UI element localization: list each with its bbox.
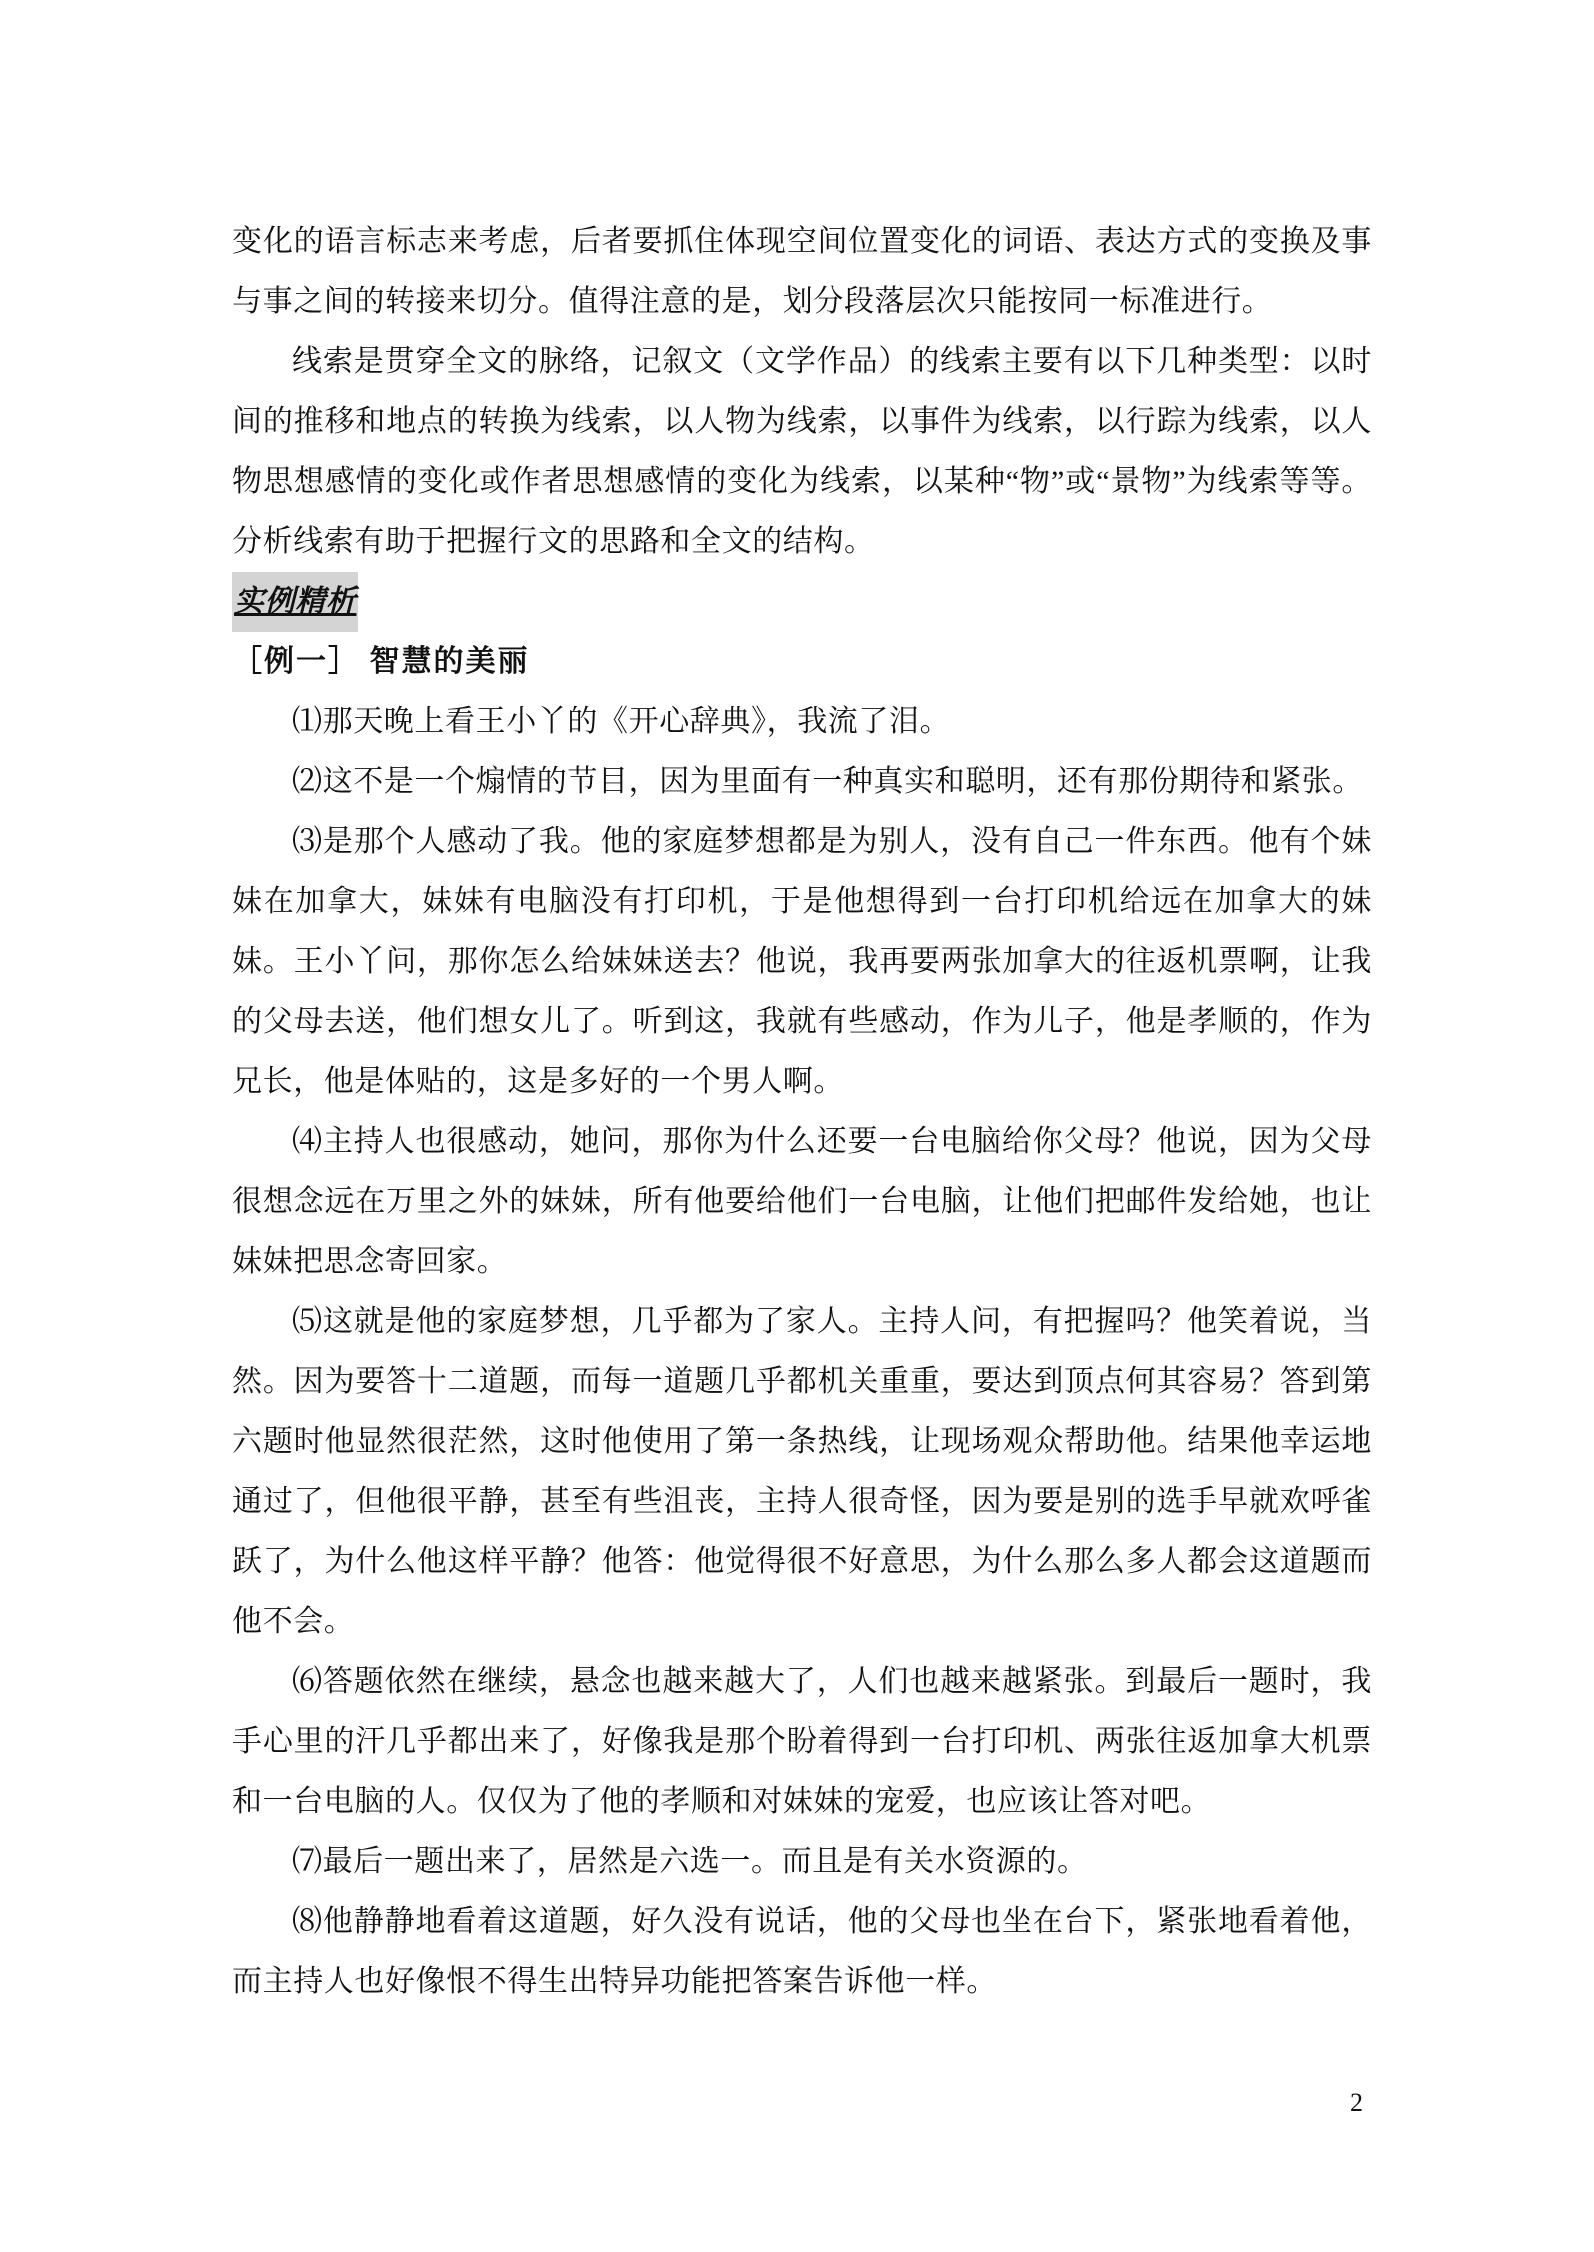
example-paragraph-1: ⑴那天晚上看王小丫的《开心辞典》，我流了泪。: [292, 705, 951, 738]
example-paragraph-5: ⑸这就是他的家庭梦想，几乎都为了家人。主持人问，有把握吗？他笑着说，当然。因为要答十二道题，而每一道题几乎都机关重重，要达到顶点何其容易？答到第六题时他显然很茫然，这时他使用了第一条热线，让现场观众帮助他。结果他幸运地通过了，但他很平静，甚至有些沮丧，主持人很奇怪，因为要是别的选手早就欢呼雀跃了，为什么他这样平静？他答：他觉得很不好意思，为什么那么多人都会这道题而他不会。: [232, 1305, 1372, 1638]
document-body: [232, 212, 1372, 2012]
example-paragraph-8: ⑻他静静地看着这道题，好久没有说话，他的父母也坐在台下，紧张地看着他，而主持人也好像恨不得生出特异功能把答案告诉他一样。: [232, 1905, 1372, 1998]
section-heading-row: [232, 572, 1372, 632]
paragraph-continuation: 变化的语言标志来考虑，后者要抓住体现空间位置变化的词语、表达方式的变换及事与事之间的转接来切分。值得注意的是，划分段落层次只能按同一标准进行。: [232, 225, 1372, 318]
example-paragraph-6: ⑹答题依然在继续，悬念也越来越大了，人们也越来越紧张。到最后一题时，我手心里的汗几乎都出来了，好像我是那个盼着得到一台打印机、两张往返加拿大机票和一台电脑的人。仅仅为了他的孝顺和对妹妹的宠爱，也应该让答对吧。: [232, 1665, 1372, 1818]
paragraph-clues: 线索是贯穿全文的脉络，记叙文（文学作品）的线索主要有以下几种类型：以时间的推移和地点的转换为线索，以人物为线索，以事件为线索，以行踪为线索，以人物思想感情的变化或作者思想感情的变化为线索，以某种“物”或“景物”为线索等等。分析线索有助于把握行文的思路和全文的结构。: [232, 345, 1372, 558]
example-title: ［例一］ 智慧的美丽: [232, 645, 530, 678]
example-paragraph-3: ⑶是那个人感动了我。他的家庭梦想都是为别人，没有自己一件东西。他有个妹妹在加拿大，妹妹有电脑没有打印机，于是他想得到一台打印机给远在加拿大的妹妹。王小丫问，那你怎么给妹妹送去？他说，我再要两张加拿大的往返机票啊，让我的父母去送，他们想女儿了。听到这，我就有些感动，作为儿子，他是孝顺的，作为兄长，他是体贴的，这是多好的一个男人啊。: [232, 825, 1372, 1098]
example-paragraph-2: ⑵这不是一个煽情的节目，因为里面有一种真实和聪明，还有那份期待和紧张。: [292, 765, 1363, 798]
example-paragraph-7: ⑺最后一题出来了，居然是六选一。而且是有关水资源的。: [292, 1845, 1088, 1878]
page-number: 2: [1350, 2088, 1363, 2117]
section-heading: 实例精析: [232, 572, 358, 632]
example-paragraph-4: ⑷主持人也很感动，她问，那你为什么还要一台电脑给你父母？他说，因为父母很想念远在万里之外的妹妹，所有他要给他们一台电脑，让他们把邮件发给她，也让妹妹把思念寄回家。: [232, 1125, 1372, 1278]
